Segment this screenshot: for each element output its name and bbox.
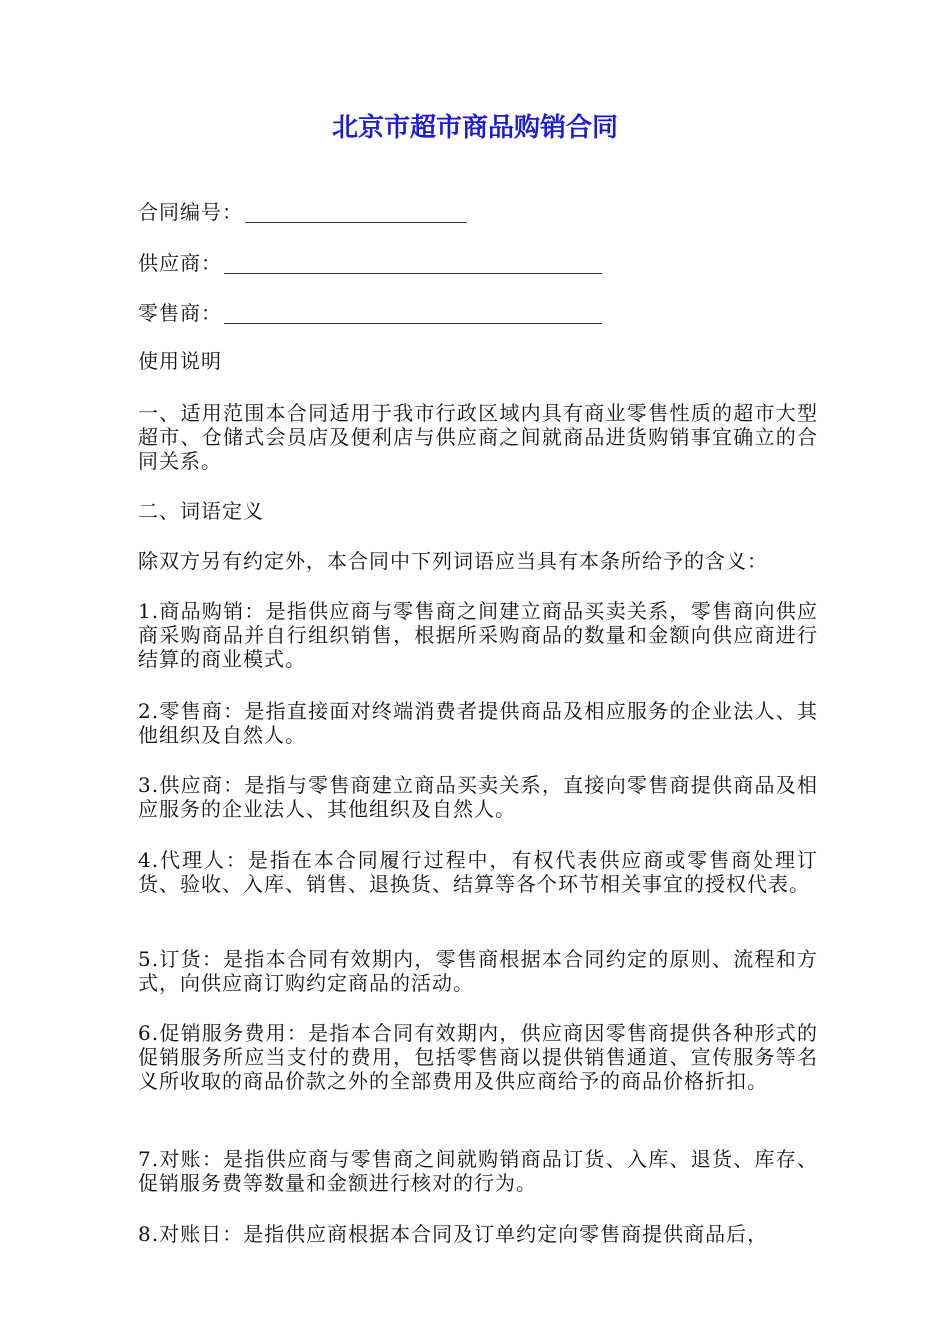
- usage-heading: 使用说明: [138, 349, 222, 373]
- definition-2: 2.零售商：是指直接面对终端消费者提供商品及相应服务的企业法人、其他组织及自然人。: [138, 699, 818, 747]
- contract-number-field: [138, 200, 467, 224]
- definition-5: 5.订货：是指本合同有效期内，零售商根据本合同约定的原则、流程和方式，向供应商订购约定商品的活动。: [138, 947, 818, 995]
- supplier-label: 供应商：: [138, 251, 222, 275]
- definitions-heading: 二、词语定义: [138, 499, 264, 523]
- definition-3: 3.供应商：是指与零售商建立商品买卖关系，直接向零售商提供商品及相应服务的企业法人、其他组织及自然人。: [138, 773, 818, 821]
- supplier-blank: [224, 255, 602, 274]
- retailer-label: 零售商：: [138, 301, 222, 325]
- retailer-blank: [224, 305, 602, 324]
- document-title: 北京市超市商品购销合同: [331, 113, 618, 143]
- contract-number-label: 合同编号：: [138, 200, 243, 224]
- definitions-intro: 除双方另有约定外，本合同中下列词语应当具有本条所给予的含义：: [138, 549, 768, 573]
- supplier-field: [138, 251, 602, 275]
- definition-1: 1.商品购销：是指供应商与零售商之间建立商品买卖关系，零售商向供应商采购商品并自行组织销售，根据所采购商品的数量和金额向供应商进行结算的商业模式。: [138, 599, 818, 671]
- definition-7: 7.对账：是指供应商与零售商之间就购销商品订货、入库、退货、库存、促销服务费等数量和金额进行核对的行为。: [138, 1147, 818, 1195]
- definition-4: 4.代理人：是指在本合同履行过程中，有权代表供应商或零售商处理订货、验收、入库、销售、退换货、结算等各个环节相关事宜的授权代表。: [138, 848, 818, 896]
- definition-6: 6.促销服务费用：是指本合同有效期内，供应商因零售商提供各种形式的促销服务所应当支付的费用，包括零售商以提供销售通道、宣传服务等名义所收取的商品价款之外的全部费用及供应商给予的商品价格折扣。: [138, 1021, 818, 1093]
- contract-number-blank: [245, 204, 467, 223]
- scope-paragraph: 一、适用范围本合同适用于我市行政区域内具有商业零售性质的超市大型超市、仓储式会员店及便利店与供应商之间就商品进货购销事宜确立的合同关系。: [138, 401, 818, 473]
- definition-8: 8.对账日：是指供应商根据本合同及订单约定向零售商提供商品后，: [138, 1222, 769, 1246]
- retailer-field: [138, 301, 602, 325]
